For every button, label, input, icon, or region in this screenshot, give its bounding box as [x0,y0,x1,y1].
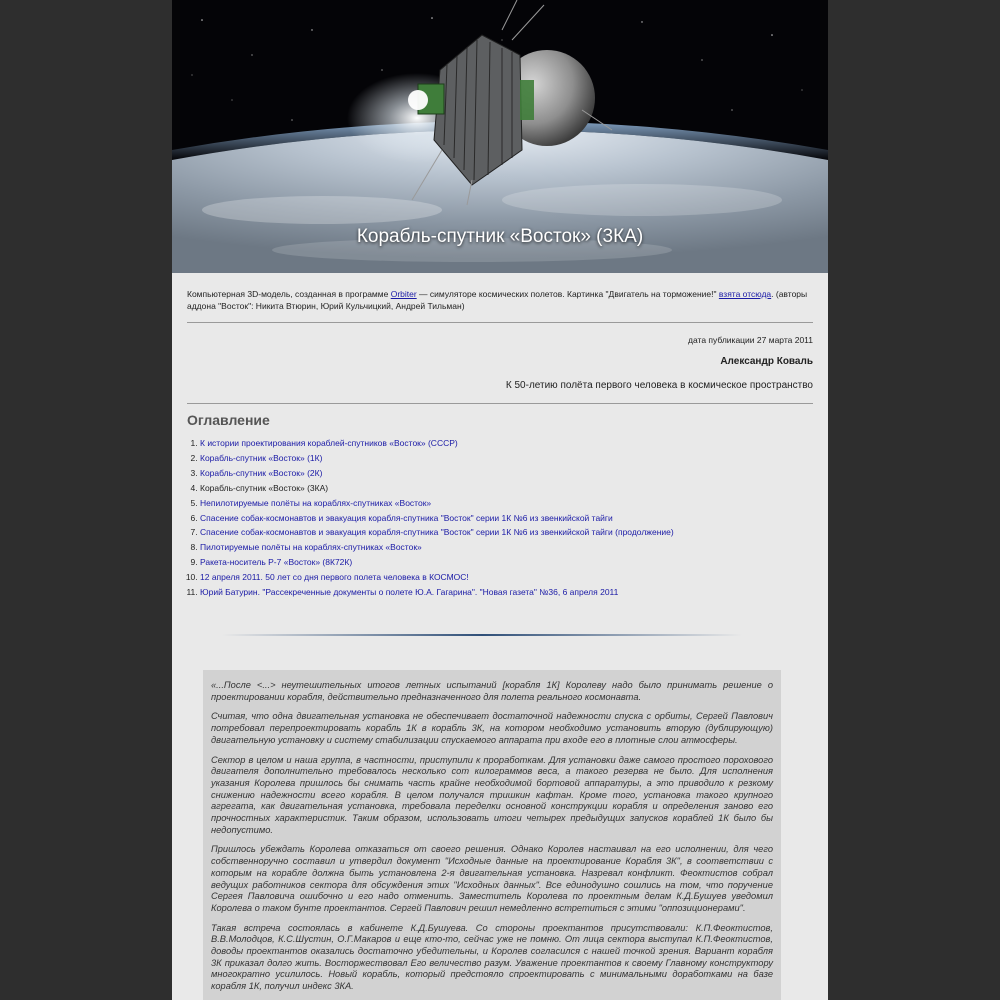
toc-item [200,466,813,481]
toc-link[interactable]: Корабль-спутник «Восток» (2К) [200,467,323,478]
page-column [172,0,828,1000]
image-source-link[interactable]: взята отсюда [718,289,772,299]
table-of-contents [187,436,813,600]
toc-link[interactable]: К истории проектирования кораблей-спутников «Восток» (СССР) [200,438,458,448]
author-name: Александр Коваль [720,356,813,367]
toc-heading: Оглавление [187,412,270,428]
hero-banner [172,0,828,273]
toc-link[interactable]: Ракета-носитель Р-7 «Восток» (8К72К) [200,557,353,568]
quote-paragraph: Такая встреча состоялась в кабинете К.Д.Бушуева. Со стороны проектантов присутствовали: К.П.Феоктистов, В.В.Молодцов, К.С.Шустин, О.Г.Макаров и еще кто-то, сейчас уже не помню. От лица сектора выступал К.П.Феоктистов, доводы проектантов оказались достаточно убедительны, и Королев согласился с нашей точкой зрения. Вариант корабля 3К приказал долго жить. Восторжествовал Его величество разум. Уважение проектантов к своему Главному конструктору многократно усилилось. Новый корабль, который предстояло спроектировать с минимальными доработками на базе корабля 1К, получил индекс 3КА. [211,922,773,992]
toc-item [200,451,813,466]
toc-link[interactable]: Непилотируемые полёты на кораблях-спутниках «Восток» [200,497,432,508]
toc-item [200,496,813,511]
toc-item [200,525,813,540]
page-title: Корабль-спутник «Восток» (3КА) [356,226,644,247]
publication-date: дата публикации 27 марта 2011 [688,335,813,345]
dedication: К 50-летию полёта первого человека в космическое пространство [505,380,813,391]
toc-current-item: Корабль-спутник «Восток» (3КА) [200,482,329,493]
orbiter-link[interactable]: Orbiter [390,289,417,299]
toc-item [200,555,813,570]
toc-link[interactable]: Корабль-спутник «Восток» (1К) [200,452,323,463]
toc-item [200,585,813,600]
caption-text-3: . (авторы аддона "Восток": Никита Втюрин, Юрий Кульчицкий, Андрей Тильман) [187,289,808,311]
toc-item [200,511,813,526]
toc-item [200,540,813,555]
caption-text-2: — симуляторе космических полетов. Картинка "Двигатель на торможение!" [416,289,719,299]
quote-paragraph: «...После <...> неутешительных итогов летных испытаний [корабля 1К] Королеву надо было принимать решение о проектировании корабля, действительно предназначенного для полета реального космонавта. [211,680,773,702]
quote-paragraph: Сектор в целом и наша группа, в частности, приступили к проработкам. Для установки даже самого простого порохового двигателя дополнительно требовалось несколько сот килограммов веса, а такого резерва не было. Для исполнения указания Королева пришлось бы снимать часть крайне необходимой бортовой аппаратуры, а это приводило к резкому снижению надежности всего корабля. В целом получался тришкин кафтан. Кроме того, установка такого крупного агрегата, как двигательная установка, требовала переделки основной конструкции корабля и определения заново его прочностных характеристик. Таким образом, использовать итоги четырех предыдущих запусков кораблей 1К было бы недопустимо. [211,754,773,835]
quote-paragraph: Считая, что одна двигательная установка не обеспечивает достаточной надежности спуска с орбиты, Сергей Павлович потребовал перепроектировать корабль 1К в корабль 3К, на котором необходимо установить вторую (дублирующую) двигательную установку и систему стабилизации спускаемого аппарата при входе его в плотные слои атмосферы. [211,711,773,745]
quote-paragraph: Пришлось убеждать Королева отказаться от своего решения. Однако Королев настаивал на его исполнении, для чего собственноручно составил и утвердил документ "Исходные данные на проектирование Корабля 3К", в соответствии с которым на корабле должна быть установлена 2-я двигательная установка. Назревал конфликт. Феоктистов собрал ведущих работников сектора для обсуждения этих "Исходных данных". Все единодушно сошлись на том, что поручение Сергея Павловича ошибочно и его надо отменить. Заместитель Королева по проектным делам К.Д.Бушуев уведомил Королева о таком бунте проектантов. Сергей Павлович решил немедленно встретиться с этими "оппозиционерами". [211,844,773,913]
toc-link[interactable]: Спасение собак-космонавтов и эвакуация корабля-спутника "Восток" серии 1К №6 из звенкийской тайги (продолжение) [200,527,674,538]
toc-item [200,481,813,496]
decorative-divider [222,634,742,636]
toc-link[interactable]: Пилотируемые полёты на кораблях-спутниках «Восток» [200,542,422,553]
article-content [187,288,813,600]
toc-link[interactable]: Юрий Батурин. "Рассекреченные документы о полете Ю.А. Гагарина". "Новая газета" №36, 6 апреля 2011 [200,587,619,598]
divider-line [187,322,813,323]
quote-block [203,670,781,1000]
toc-item [200,570,813,585]
toc-link[interactable]: 12 апреля 2011. 50 лет со дня первого полета человека в КОСМОС! [200,572,469,583]
image-caption [187,288,813,312]
caption-text-1: Компьютерная 3D-модель, созданная в программе [187,289,391,299]
toc-link[interactable]: Спасение собак-космонавтов и эвакуация корабля-спутника "Восток" серии 1К №6 из звенкийской тайги [200,512,613,523]
divider-line [187,403,813,404]
toc-item [200,436,813,451]
